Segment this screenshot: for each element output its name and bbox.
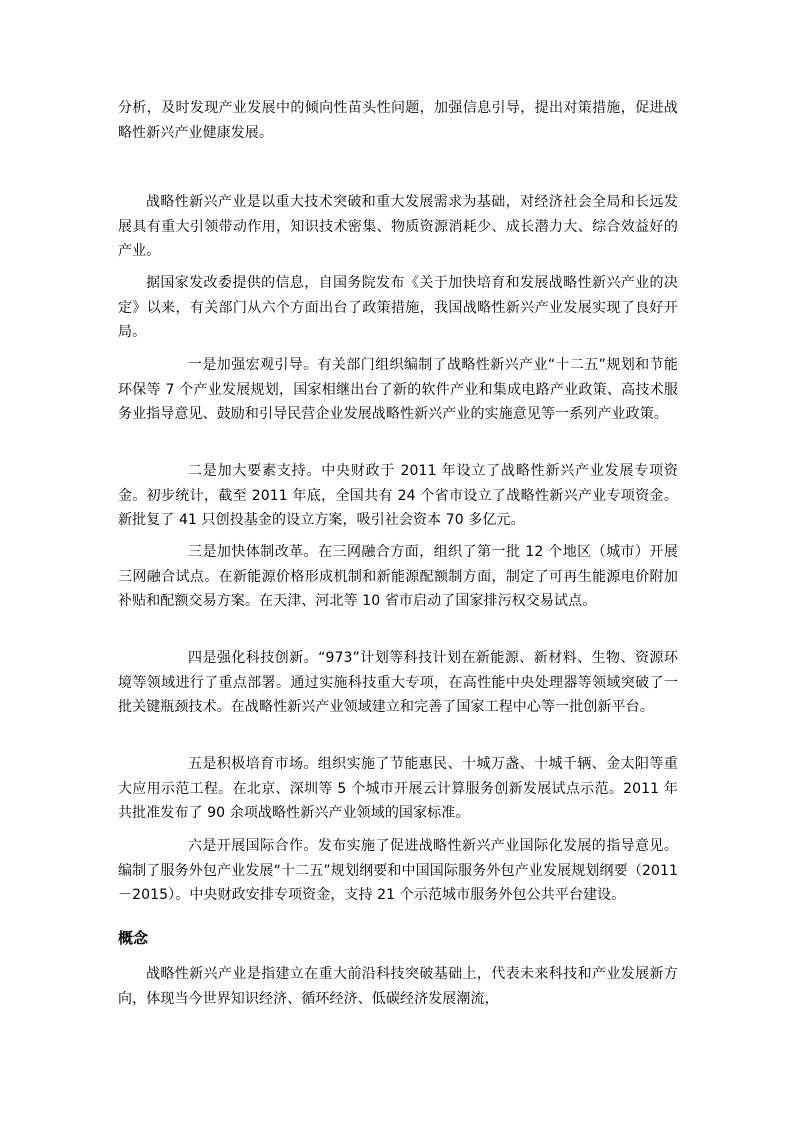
paragraph-policy-5: 五是积极培育市场。组织实施了节能惠民、十城万盏、十城千辆、金太阳等重大应用示范工程。在北京、深圳等 5 个城市开展云计算服务创新发展试点示范。2011 年共批准发布了 90 余项战略性新兴产业领域的国家标准。: [118, 756, 678, 821]
paragraph-definition: 战略性新兴产业是以重大技术突破和重大发展需求为基础，对经济社会全局和长远发展具有重大引领带动作用，知识技术密集、物质资源消耗少、成长潜力大、综合效益好的产业。: [118, 194, 678, 259]
paragraph-policy-4: 四是强化科技创新。“973”计划等科技计划在新能源、新材料、生物、资源环境等领域进行了重点部署。通过实施科技重大专项，在高性能中央处理器等领域突破了一批关键瓶颈技术。在战略性新兴产业领域建立和完善了国家工程中心等一批创新平台。: [118, 650, 678, 715]
paragraph-ndrc-info: 据国家发改委提供的信息，自国务院发布《关于加快培育和发展战略性新兴产业的决定》以来，有关部门从六个方面出台了政策措施，我国战略性新兴产业发展实现了良好开局。: [118, 275, 678, 340]
paragraph-policy-3: 三是加快体制改革。在三网融合方面，组织了第一批 12 个地区（城市）开展三网融合试点。在新能源价格形成机制和新能源配额制方面，制定了可再生能源电价附加补贴和配额交易方案。在天津、河北等 10 省市启动了国家排污权交易试点。: [118, 544, 678, 609]
paragraph-policy-6: 六是开展国际合作。发布实施了促进战略性新兴产业国际化发展的指导意见。编制了服务外包产业发展“十二五”规划纲要和中国国际服务外包产业发展规划纲要（2011－2015）。中央财政安排专项资金，支持 21 个示范城市服务外包公共平台建设。: [118, 838, 678, 903]
section-heading-concept: 概念: [118, 929, 149, 947]
paragraph-concept: 战略性新兴产业是指建立在重大前沿科技突破基础上，代表未来科技和产业发展新方向，体现当今世界知识经济、循环经济、低碳经济发展潮流，: [118, 966, 678, 1007]
paragraph-policy-1: 一是加强宏观引导。有关部门组织编制了战略性新兴产业“十二五”规划和节能环保等 7 个产业发展规划，国家相继出台了新的软件产业和集成电路产业政策、高技术服务业指导意见、鼓励和引导民营企业发展战略性新兴产业的实施意见等一系列产业政策。: [118, 357, 678, 422]
paragraph-intro-continuation: 分析，及时发现产业发展中的倾向性苗头性问题，加强信息引导，提出对策措施，促进战略性新兴产业健康发展。: [118, 100, 678, 141]
paragraph-policy-2: 二是加大要素支持。中央财政于 2011 年设立了战略性新兴产业发展专项资金。初步统计，截至 2011 年底，全国共有 24 个省市设立了战略性新兴产业专项资金。新批复了 41 只创投基金的设立方案，吸引社会资本 70 多亿元。: [118, 463, 678, 528]
